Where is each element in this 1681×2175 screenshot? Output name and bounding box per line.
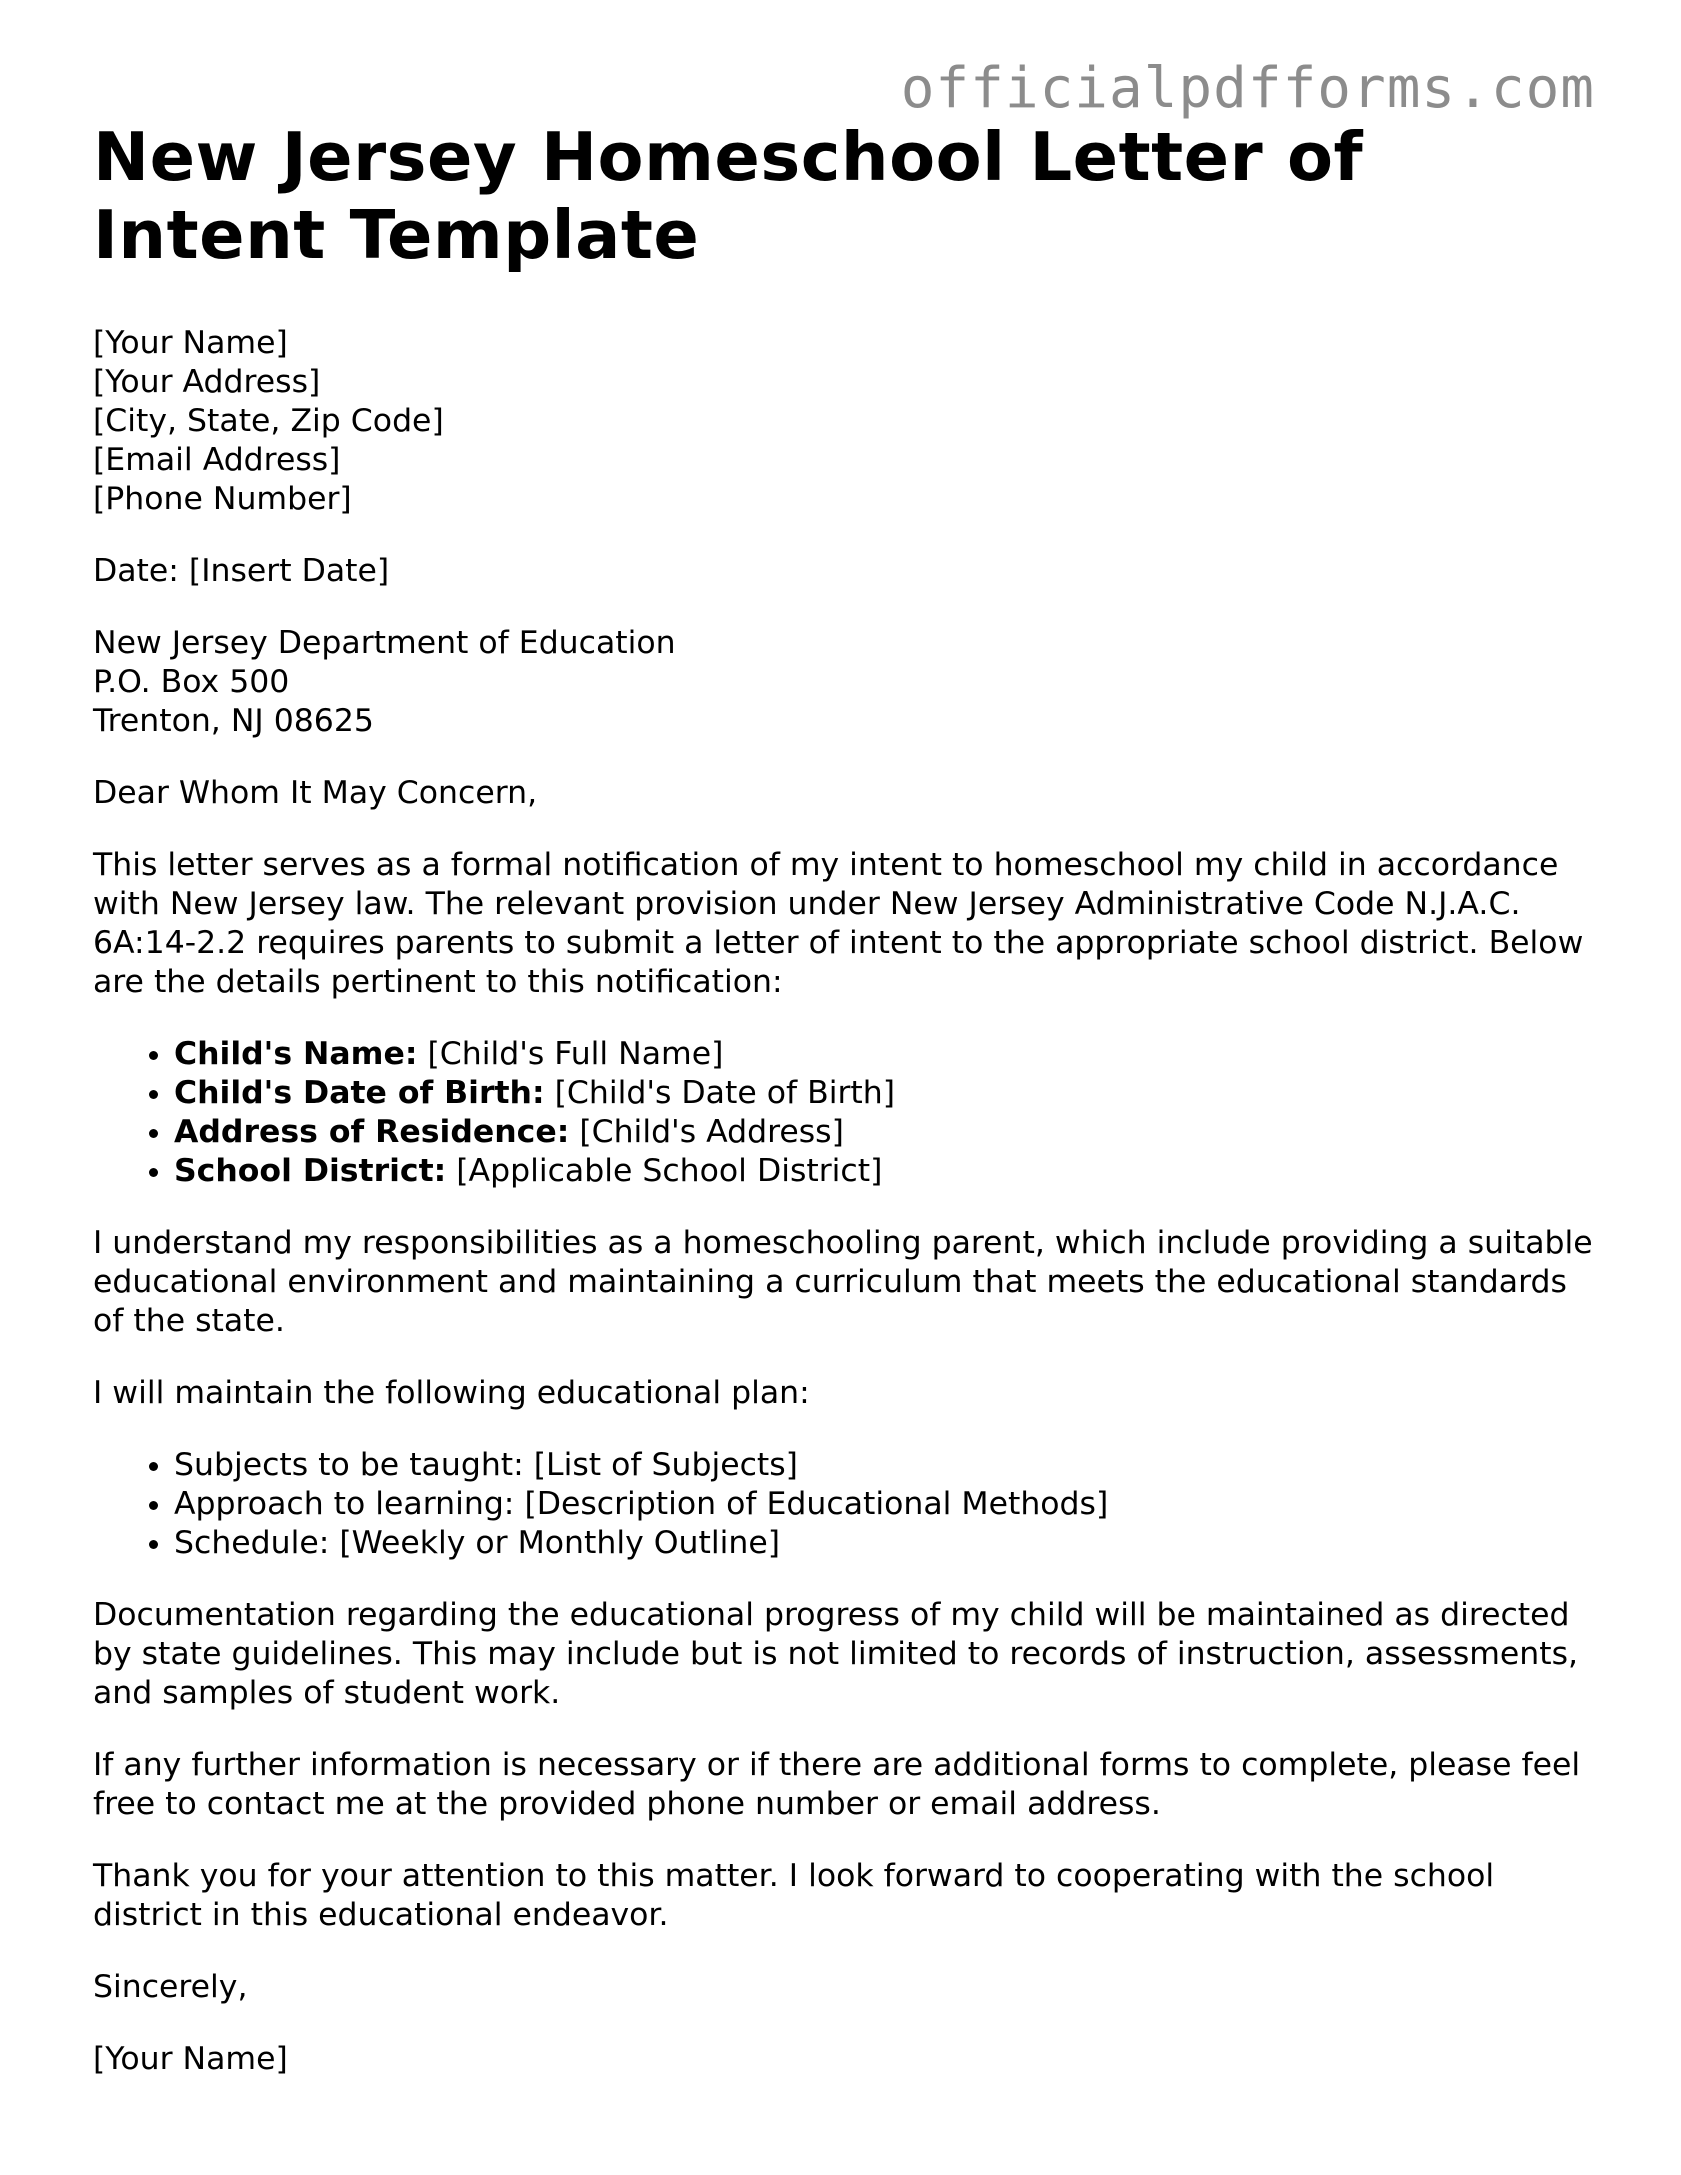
responsibilities-paragraph: I understand my responsibilities as a homeschooling parent, which include providing a suitable educational environment and maintaining a curriculum that meets the educational standards of the state. xyxy=(93,1225,1593,1339)
recipient-block xyxy=(93,624,1593,741)
salutation: Dear Whom It May Concern, xyxy=(93,775,538,811)
sender-address: [Your Address] xyxy=(93,364,321,400)
list-item xyxy=(174,1113,1593,1152)
detail-value: [Child's Address] xyxy=(579,1114,844,1150)
signature-name: [Your Name] xyxy=(93,2041,288,2077)
date-line: Date: [Insert Date] xyxy=(93,553,390,589)
sender-city-state-zip: [City, State, Zip Code] xyxy=(93,403,444,439)
list-item: • Subjects to be taught: [List of Subjects] xyxy=(174,1446,1593,1485)
sender-email: [Email Address] xyxy=(93,442,341,478)
detail-label: Child's Name: xyxy=(174,1036,418,1072)
plan-intro: I will maintain the following educational plan: xyxy=(93,1375,810,1411)
documentation-paragraph: Documentation regarding the educational progress of my child will be maintained as directed by state guidelines. This may include but is not limited to records of instruction, assessments, and samples of student work. xyxy=(93,1597,1579,1711)
list-item xyxy=(174,1074,1593,1113)
detail-value: [Child's Full Name] xyxy=(427,1036,724,1072)
detail-label: School District: xyxy=(174,1153,447,1189)
list-item xyxy=(174,1152,1593,1191)
list-item xyxy=(174,1035,1593,1074)
recipient-po-box: P.O. Box 500 xyxy=(93,664,290,700)
sender-name: [Your Name] xyxy=(93,325,288,361)
thanks-paragraph: Thank you for your attention to this matter. I look forward to cooperating with the school district in this educational endeavor. xyxy=(93,1858,1495,1933)
plan-list xyxy=(93,1446,1593,1563)
page-title: New Jersey Homeschool Letter of Intent Template xyxy=(93,118,1364,274)
sender-block xyxy=(93,324,1593,519)
closing: Sincerely, xyxy=(93,1969,248,2005)
child-details-list xyxy=(93,1035,1593,1191)
detail-label: Address of Residence: xyxy=(174,1114,570,1150)
detail-value: [Child's Date of Birth] xyxy=(554,1075,896,1111)
recipient-org: New Jersey Department of Education xyxy=(93,625,676,661)
intro-paragraph: This letter serves as a formal notification of my intent to homeschool my child in accordance with New Jersey law. The relevant provision under New Jersey Administrative Code N.J.A.C. 6A:14-2.2 requires parents to submit a letter of intent to the appropriate school district. Below are the details pertinent to this notification: xyxy=(93,847,1584,1000)
letter-document xyxy=(93,118,1593,2079)
detail-label: Child's Date of Birth: xyxy=(174,1075,545,1111)
recipient-city: Trenton, NJ 08625 xyxy=(93,703,374,739)
watermark: officialpdfforms.com xyxy=(900,56,1595,121)
detail-value: [Applicable School District] xyxy=(456,1153,883,1189)
sender-phone: [Phone Number] xyxy=(93,481,352,517)
contact-paragraph: If any further information is necessary or if there are additional forms to complete, please feel free to contact me at the provided phone number or email address. xyxy=(93,1747,1581,1822)
list-item: • Approach to learning: [Description of Educational Methods] xyxy=(174,1485,1593,1524)
list-item: • Schedule: [Weekly or Monthly Outline] xyxy=(174,1524,1593,1563)
